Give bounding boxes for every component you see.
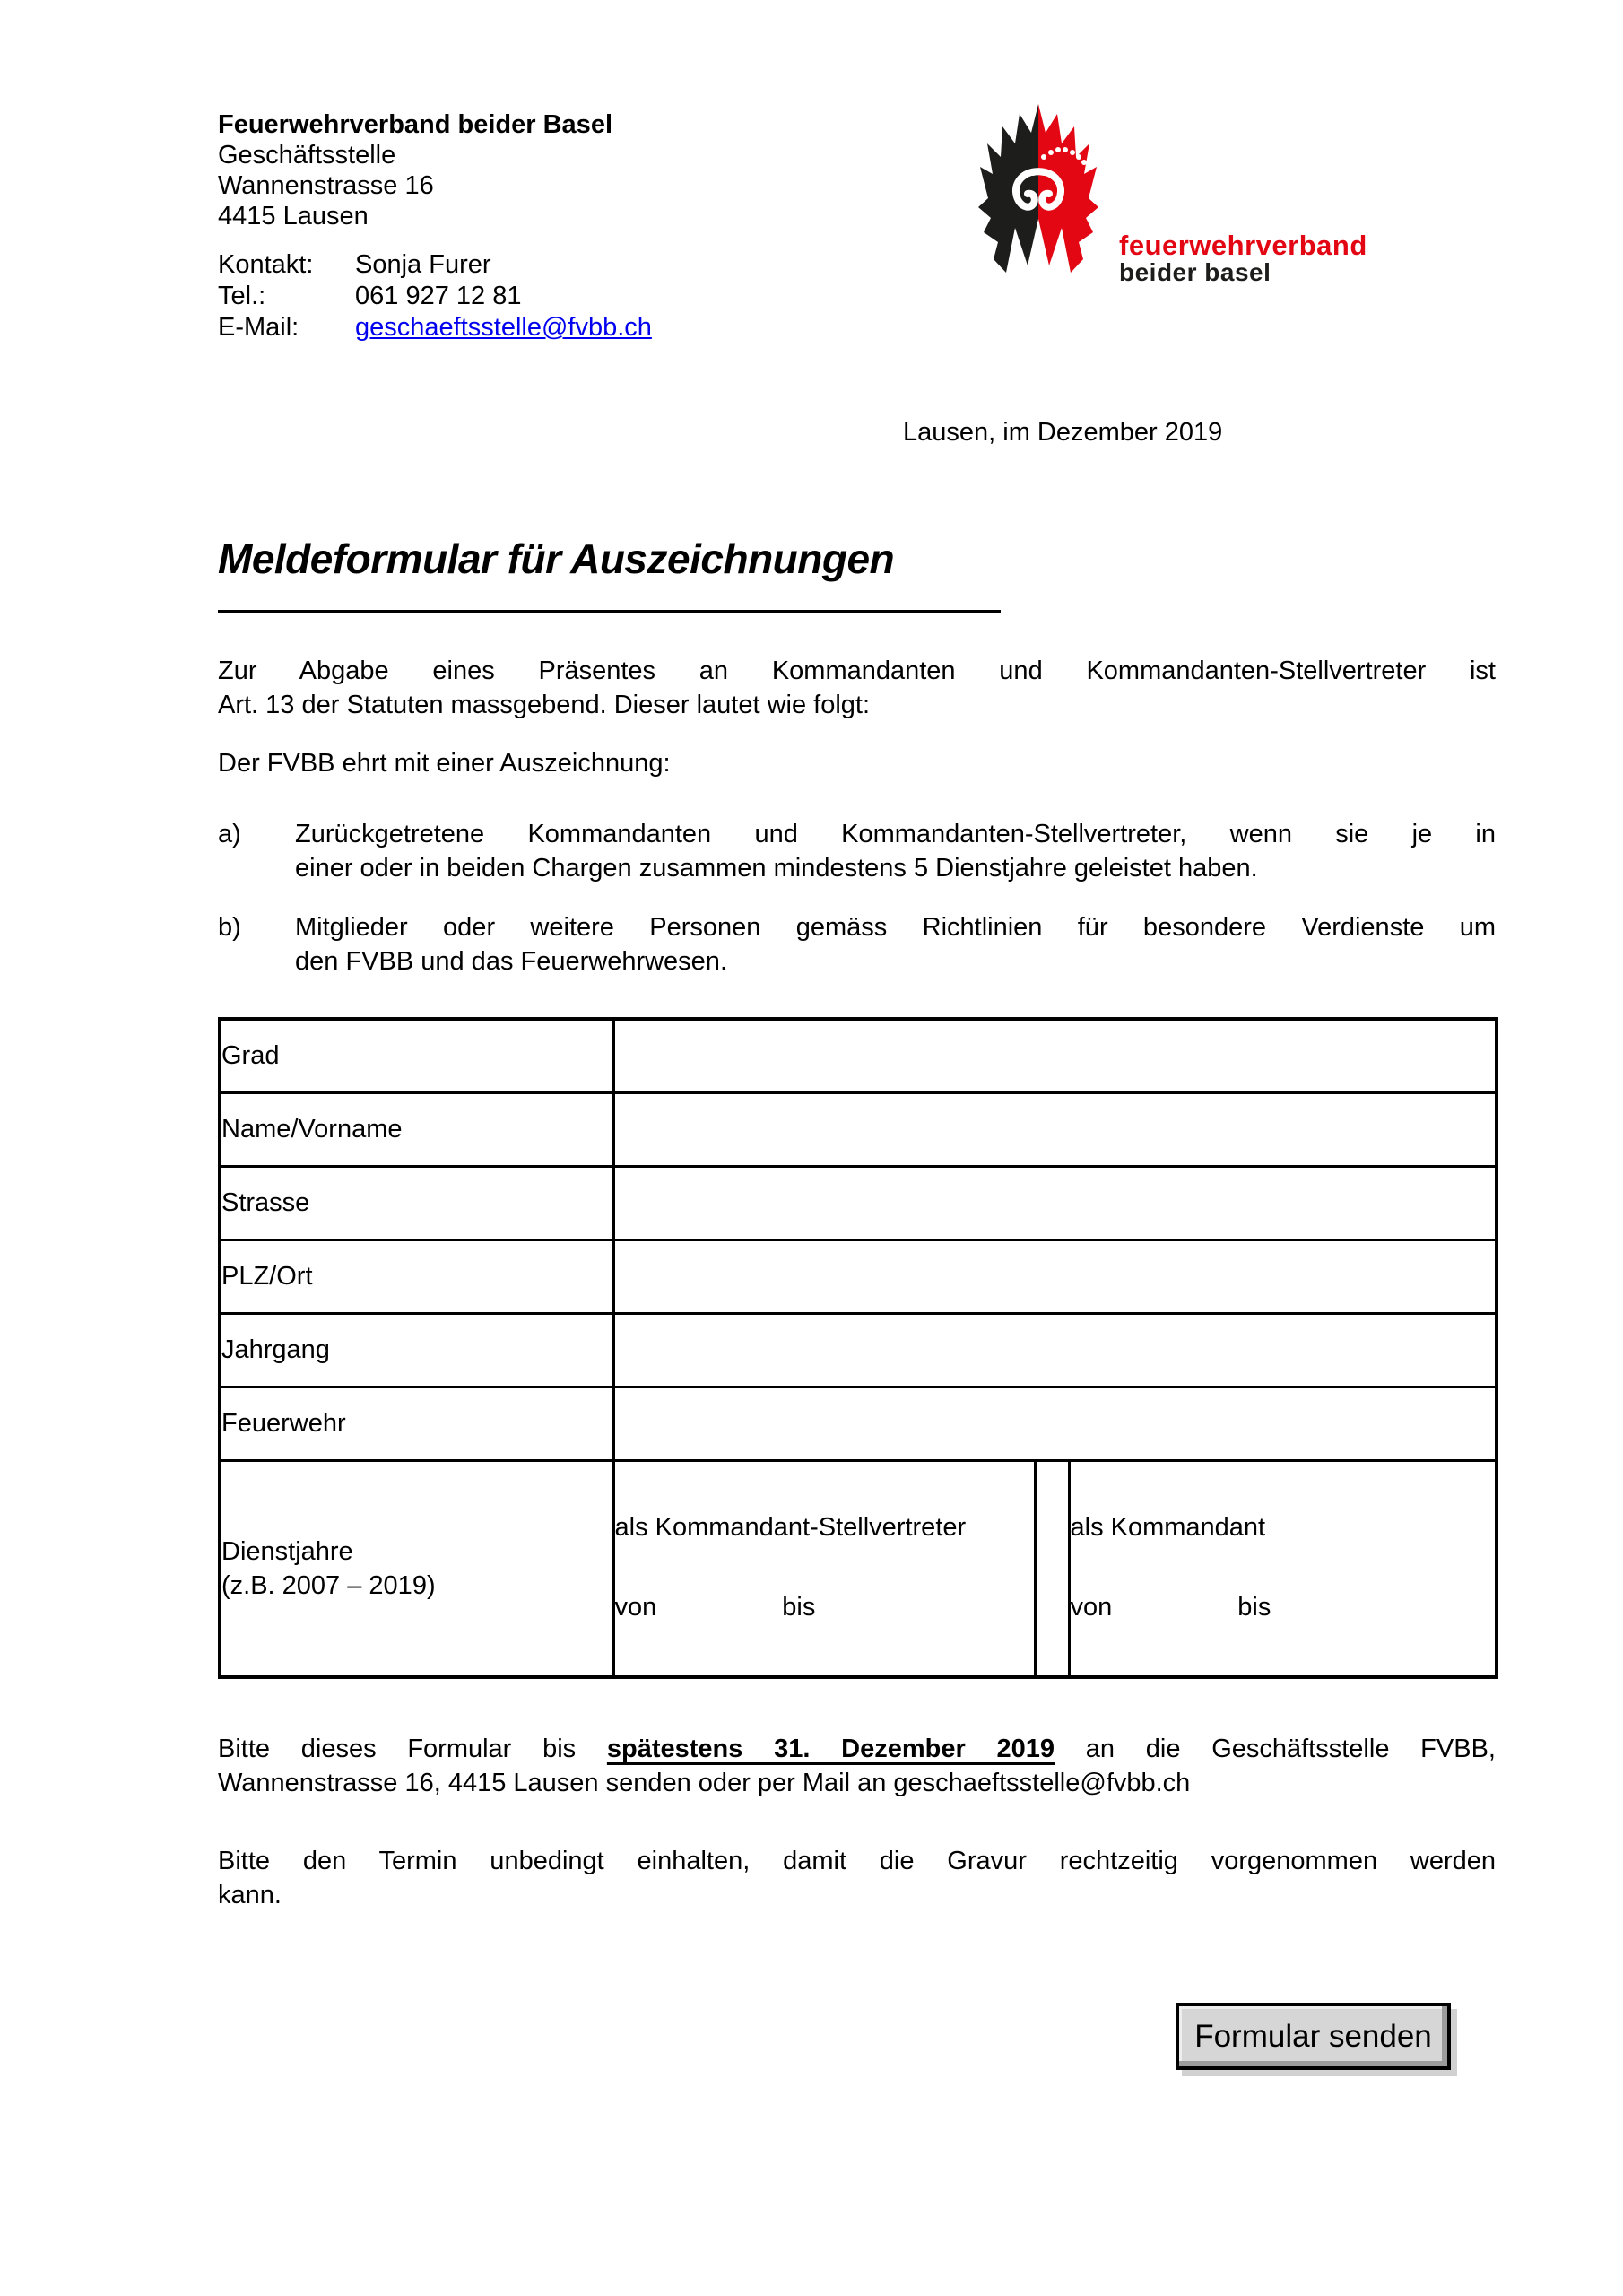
- reminder-line-2: kann.: [218, 1881, 282, 1909]
- intro-line-2: Art. 13 der Statuten massgebend. Dieser lautet wie folgt:: [218, 691, 871, 719]
- logo-wordmark-line1: feuerwehrverband: [1119, 230, 1367, 261]
- sender-street: Wannenstrasse 16: [218, 171, 434, 200]
- von-label: von: [614, 1593, 657, 1622]
- bis-label: bis: [1237, 1593, 1271, 1622]
- list-a-line2: einer oder in beiden Chargen zusammen mindestens 5 Dienstjahre geleistet haben.: [295, 854, 1258, 883]
- list-text-a: [295, 817, 1496, 885]
- input-feuerwehr-field[interactable]: [613, 1387, 1497, 1460]
- table-row: [220, 1092, 1497, 1166]
- contact-row-tel: [218, 281, 652, 312]
- date-line: Lausen, im Dezember 2019: [903, 418, 1223, 447]
- fvbb-logo: [976, 90, 1388, 287]
- logo-wordmark-line2: beider basel: [1119, 258, 1271, 286]
- bis-label: bis: [782, 1593, 816, 1622]
- table-row: [220, 1313, 1497, 1387]
- row-label-feuerwehr: Feuerwehr: [220, 1387, 613, 1460]
- closing-paragraph: [218, 1732, 1496, 1800]
- send-form-button[interactable]: Formular senden: [1176, 2003, 1451, 2070]
- tel-number: 061 927 12 81: [355, 282, 522, 310]
- tel-label: Tel.:: [218, 282, 266, 310]
- list-b-line1: Mitglieder oder weitere Personen gemäss Richtlinien für besondere Verdienste um: [295, 913, 1496, 942]
- reminder-line-1: Bitte den Termin unbedingt einhalten, damit die Gravur rechtzeitig vorgenommen werden: [218, 1847, 1496, 1875]
- table-row-dienstjahre: [220, 1460, 1497, 1677]
- row-label-jahrgang: Jahrgang: [220, 1313, 613, 1387]
- flame-logo-icon: [976, 91, 1101, 287]
- sender-department: Geschäftsstelle: [218, 141, 396, 170]
- list-text-b: [295, 910, 1496, 978]
- reminder-paragraph: [218, 1844, 1496, 1912]
- row-label-grad: Grad: [220, 1019, 613, 1092]
- input-grad-field[interactable]: [613, 1019, 1497, 1092]
- email-link[interactable]: geschaeftsstelle@fvbb.ch: [355, 313, 652, 342]
- input-plz-ort-field[interactable]: [613, 1239, 1497, 1313]
- sender-organization: Feuerwehrverband beider Basel: [218, 110, 612, 139]
- list-marker-b: b): [218, 913, 241, 942]
- contact-row-kontakt: [218, 249, 652, 281]
- table-row: [220, 1166, 1497, 1239]
- kommandant-header: als Kommandant: [1070, 1513, 1266, 1543]
- closing-line-1: [218, 1732, 1496, 1766]
- list-a-line1: Zurückgetretene Kommandanten und Kommandanten-Stellvertreter, wenn sie je in: [295, 820, 1496, 848]
- input-name-vorname-field[interactable]: [613, 1092, 1497, 1166]
- sender-address-block: [218, 109, 612, 231]
- table-row: [220, 1387, 1497, 1460]
- input-jahrgang-field[interactable]: [613, 1313, 1497, 1387]
- table-row: [220, 1019, 1497, 1092]
- input-stellvertreter-cell[interactable]: [613, 1460, 1035, 1677]
- intro-line-1: Zur Abgabe eines Präsentes an Kommandanten und Kommandanten-Stellvertreter ist: [218, 657, 1496, 685]
- closing-line-2: Wannenstrasse 16, 4415 Lausen senden oder per Mail an geschaeftsstelle@fvbb.ch: [218, 1769, 1191, 1797]
- contact-label: Kontakt:: [218, 250, 314, 279]
- list-item-a: [218, 817, 1496, 885]
- contact-person: Sonja Furer: [355, 250, 491, 279]
- form-table: [218, 1017, 1495, 1679]
- stellvertreter-header: als Kommandant-Stellvertreter: [614, 1513, 967, 1543]
- intro-paragraph: [218, 654, 1496, 722]
- row-label-dienstjahre: [220, 1460, 613, 1677]
- list-b-line2: den FVBB und das Feuerwehrwesen.: [295, 947, 727, 976]
- von-label: von: [1070, 1593, 1113, 1622]
- email-label: E-Mail:: [218, 313, 299, 342]
- table-row: [220, 1239, 1497, 1313]
- deadline-text: spätestens 31. Dezember 2019: [606, 1735, 1055, 1763]
- list-marker-a: a): [218, 820, 241, 848]
- input-kommandant-cell[interactable]: [1069, 1460, 1497, 1677]
- page-title: Meldeformular für Auszeichnungen: [218, 535, 895, 582]
- contact-block: [218, 249, 652, 344]
- dienstjahre-line1: Dienstjahre: [221, 1536, 353, 1566]
- row-label-name-vorname: Name/Vorname: [220, 1092, 613, 1166]
- intro-paragraph-2: Der FVBB ehrt mit einer Auszeichnung:: [218, 749, 671, 778]
- title-underline: [218, 610, 1001, 613]
- row-label-strasse: Strasse: [220, 1166, 613, 1239]
- logo-wordmark: [1119, 231, 1367, 286]
- closing-pre: Bitte dieses Formular bis: [218, 1735, 607, 1763]
- input-strasse-field[interactable]: [613, 1166, 1497, 1239]
- list-item-b: [218, 910, 1496, 978]
- row-label-plz-ort: PLZ/Ort: [220, 1239, 613, 1313]
- sender-city: 4415 Lausen: [218, 202, 369, 230]
- closing-post: an die Geschäftsstelle FVBB,: [1055, 1735, 1496, 1763]
- dienstjahre-line2: (z.B. 2007 – 2019): [221, 1570, 436, 1600]
- table-gap-cell: [1035, 1460, 1069, 1677]
- contact-row-email: [218, 312, 652, 344]
